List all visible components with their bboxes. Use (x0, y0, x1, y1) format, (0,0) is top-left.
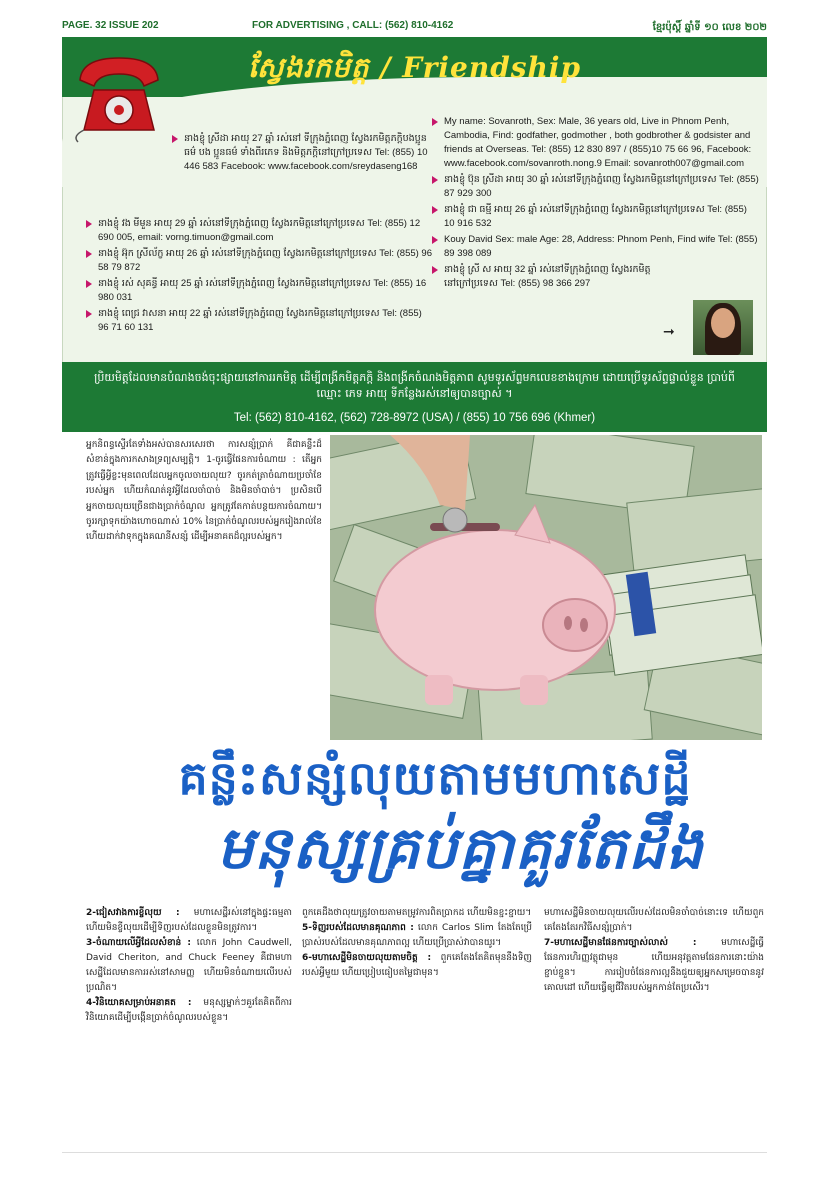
friend-ad: នាងខ្ញុំ រស់ សុគន្ធី អាយុ 25 ឆ្នាំ រស់នៅទីក្រុងភ្នំពេញ ស្វែងរកមិត្តនៅក្រៅប្រទេស Tel: (855) 16 980 031 (84, 277, 434, 305)
friend-ads-right (430, 115, 760, 293)
paragraph-text: លោក Carlos Slim តែងតែប្រើប្រាស់របស់ដែលមានគុណភាពល្អ ហើយប្រើប្រាស់វាបានយូរ។ (302, 923, 532, 948)
issue-date-khmer: ខ្មែរប៉ុស្ដិ៍ ឆ្នាំទី ១០ លេខ ២០២ (652, 22, 767, 33)
notice-phones: Tel: (562) 810-4162, (562) 728-8972 (USA) / (855) 10 756 696 (Khmer) (233, 412, 596, 424)
article-paragraph (544, 936, 764, 996)
article-paragraph (86, 906, 292, 936)
friend-ad: My name: Sovanroth, Sex: Male, 36 years old, Live in Phnom Penh, Cambodia, Find: godfather, godmother , both godbrother & godsister and friends at Overseas. Tel: (855) 12 830 897 / (855)10 75 66 96, Facebook: www.facebook.com/sovanroth.nong.9 Email: sovanroth007@gmail.com (430, 115, 760, 171)
friend-ad: នាងខ្ញុំ វង មីមួន អាយុ 29 ឆ្នាំ រស់នៅទីក្រុងភ្នំពេញ ស្វែងរកមិត្តនៅក្រៅប្រទេស Tel: (855) 12 690 005, email: vorng.timuon@gmail.com (84, 217, 434, 245)
friend-ad: នាងខ្ញុំ ស្រី ស អាយុ 32 ឆ្នាំ រស់នៅទីក្រុងភ្នំពេញ ស្វែងរកមិត្តនៅក្រៅប្រទេស Tel: (855) 98 366 297 (430, 263, 660, 291)
article-paragraph (86, 996, 292, 1026)
friend-ad: នាងខ្ញុំ ជា ធម្មី អាយុ 26 ឆ្នាំ រស់នៅទីក្រុងភ្នំពេញ ស្វែងរកមិត្តនៅក្រៅប្រទេស Tel: (855) 10 916 532 (430, 203, 760, 231)
article-title-line2: មនុស្សគ្រប់គ្នាគួរតែដឹង (216, 814, 704, 882)
article-paragraph (86, 936, 292, 996)
piggy-bank-photo (330, 435, 762, 740)
article-paragraph (302, 906, 532, 921)
friendship-title: ស្វែងរកមិត្ត / Friendship (248, 51, 582, 84)
profile-photo (693, 300, 753, 355)
piggy-bank-illustration (330, 435, 762, 740)
friend-ad: នាងខ្ញុំ ពេជ្រ វាសនា អាយុ 22 ឆ្នាំ រស់នៅទីក្រុងភ្នំពេញ ស្វែងរកមិត្តនៅក្រៅប្រទេស Tel: (855) 96 71 60 131 (84, 307, 434, 335)
paragraph-heading: 6-មហាសេដ្ឋីមិនចាយលុយតាមចិត្ត : (302, 953, 432, 963)
advertising-line: FOR ADVERTISING , CALL: (562) 810-4162 (252, 20, 454, 31)
article-paragraph (302, 921, 532, 951)
article-title-line1: គន្លឹះសន្សំលុយតាមមហាសេដ្ឋី (178, 751, 692, 805)
paragraph-heading: 5-ទិញរបស់ដែលមានគុណភាព : (302, 923, 414, 933)
article-lead: អ្នកនិពន្ធស្ទើរតែទាំងអស់បានសរសេរថា ការសន្សំប្រាក់ គឺជាគន្លឹះដ៏សំខាន់ក្នុងការកសាងទ្រព្យសម្បត្តិ។ 1-ចូរធ្វើផែនការចំណាយ : តើអ្នកត្រូវធ្វើអ្វីខ្លះមុនពេលដែលអ្នកចូលចាយលុយ? ចូរកត់ត្រាចំណាយប្រចាំខែរបស់អ្នក ហើយកំណត់នូវអ្វីដែលចាំបាច់ និងមិនចាំបាច់។ ប្រសិនបើអ្នកចាយលុយច្រើនជាងប្រាក់ចំណូល អ្នកត្រូវតែកាត់បន្ថយការចំណាយ។ ចូររក្សាទុកយ៉ាងហោចណាស់ 10% នៃប្រាក់ចំណូលរបស់អ្នករៀងរាល់ខែ ហើយដាក់វាទុកក្នុងគណនីសន្សំ ដើម្បីអនាគតដ៏ល្អរបស់អ្នក។ (86, 440, 322, 543)
page-bottom-rule (62, 1152, 767, 1153)
notice-text: ប្រិយមិត្តដែលមានបំណងចង់ចុះផ្សាយនៅការរកមិត្ត ដើម្បីពង្រីកមិត្តភក្ដិ និងពង្រីកចំណងមិត្តភាព សូមទូរស័ព្ទមកលេខខាងក្រោម ដោយប្រើទូរស័ព្ទផ្ទាល់ខ្លួន ប្រាប់ពីឈ្មោះ ភេទ អាយុ ទីកន្លែងរស់នៅឲ្យបានច្បាស់ ។ (94, 371, 735, 400)
paragraph-text: មនុស្សម្នាក់ៗគួរតែគិតពីការវិនិយោគដើម្បីបង្កើនប្រាក់ចំណូលរបស់ខ្លួន។ (86, 998, 292, 1023)
telephone-icon (72, 48, 167, 143)
paragraph-heading: 7-មហាសេដ្ឋីមានផែនការច្បាស់លាស់ : (544, 938, 697, 948)
paragraph-text: ពួកគេដឹងថាលុយត្រូវចាយតាមតម្រូវការពិតប្រាកដ ហើយមិនខ្ជះខ្ជាយ។ (302, 908, 532, 918)
page-header (62, 20, 767, 36)
paragraph-text: មហាសេដ្ឋីរស់នៅក្នុងផ្ទះធម្មតា ហើយមិនខ្ចីលុយដើម្បីទិញរបស់ដែលខ្លួនមិនត្រូវការ។ (86, 908, 292, 933)
paragraph-text: មហាសេដ្ឋីមិនចាយលុយលើរបស់ដែលមិនចាំបាច់នោះទេ ហើយពួកគេតែងតែរកវិធីសន្សំប្រាក់។ (544, 908, 764, 933)
friend-ad: នាងខ្ញុំ អ៊ុក ស្រីល័ក្ខ អាយុ 26 ឆ្នាំ រស់នៅទីក្រុងភ្នំពេញ ស្វែងរកមិត្តនៅក្រៅប្រទេស Tel: (855) 96 58 79 872 (84, 247, 434, 275)
contact-notice-bar (62, 362, 767, 432)
paragraph-heading: 3-ចំណាយលើអ្វីដែលសំខាន់ : (86, 938, 191, 948)
article-paragraph (302, 951, 532, 981)
article-paragraph (544, 906, 764, 936)
page-issue: PAGE. 32 ISSUE 202 (62, 20, 159, 31)
paragraph-text: ពួកគេតែងតែគិតមុននឹងទិញរបស់អ្វីមួយ ហើយប្រៀបធៀបតម្លៃជាមុន។ (302, 953, 532, 978)
paragraph-heading: 4-វិនិយោគសម្រាប់អនាគត : (86, 998, 192, 1008)
paragraph-text: មហាសេដ្ឋីធ្វើផែនការហិរញ្ញវត្ថុជាមុន ហើយអនុវត្តតាមផែនការនោះយ៉ាងខ្ជាប់ខ្ជួន។ ការរៀបចំផែនការល្អនឹងជួយឲ្យអ្នកសម្រេចបាននូវគោលដៅ ហើយធ្វើឲ្យជីវិតរបស់អ្នកកាន់តែប្រសើរ។ (544, 938, 764, 993)
friend-ad: នាងខ្ញុំ ស្រីដា អាយុ 27 ឆ្នាំ រស់នៅ ទីក្រុងភ្នំពេញ ស្វែងរកមិត្តភក្ដិបងប្អូនធម៌ បង ប្អូនធម៌ ទាំងពីរភេទ និងមិត្តភក្ដិនៅក្រៅប្រទេស Tel: (855) 10 446 583 Facebook: www.facebook.com/sreydaseng168 (170, 132, 435, 174)
paragraph-text: លោក John Caudwell, David Cheriton, and Chuck Feeney គឺជាមហាសេដ្ឋីដែលមានការរស់នៅសាមញ្ញ ហើយមិនចំណាយលើរបស់ប្រណិត។ (86, 938, 292, 993)
article-column-3 (544, 906, 764, 996)
photo-face (711, 308, 735, 338)
friend-ad: Kouy David Sex: male Age: 28, Address: Phnom Penh, Find wife Tel: (855) 89 398 089 (430, 233, 760, 261)
article-column-1 (86, 906, 292, 1026)
article-column-2 (302, 906, 532, 981)
friend-ads-left-top (170, 132, 435, 176)
arrow-right-icon: ➞ (663, 324, 675, 340)
paragraph-heading: 2-ជៀសវាងការខ្ចីលុយ : (86, 908, 180, 918)
friend-ad: នាងខ្ញុំ ប៊ុន ស្រីដា អាយុ 30 ឆ្នាំ រស់នៅទីក្រុងភ្នំពេញ ស្វែងរកមិត្តនៅក្រៅប្រទេស Tel: (855) 87 929 300 (430, 173, 760, 201)
friend-ads-left (84, 217, 434, 337)
